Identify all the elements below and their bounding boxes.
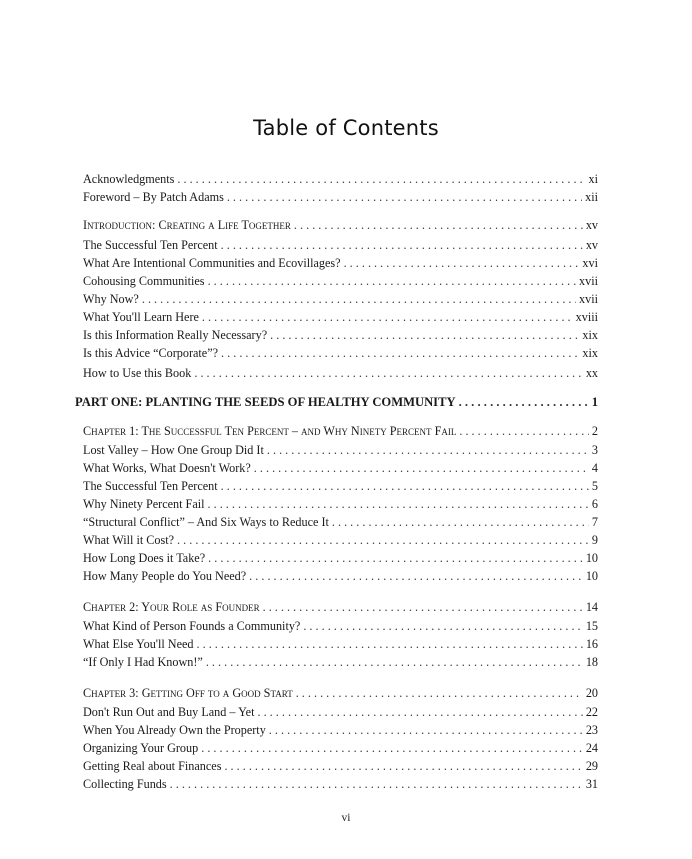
toc-entry-page: 23 (585, 723, 598, 737)
toc-entry-title: Foreword – By Patch Adams (83, 190, 224, 204)
toc-entry-title: What Will it Cost? (83, 533, 175, 547)
toc-entry-page: 3 (591, 443, 598, 457)
dot-leader (206, 655, 583, 670)
toc-entry-page: 24 (585, 741, 598, 755)
toc-chapter-entry (83, 686, 598, 701)
toc-entry (83, 366, 598, 381)
toc-entry-title: What Else You'll Need (83, 637, 194, 651)
toc-entry-page: xii (585, 190, 598, 204)
toc-entry-page: xviii (575, 310, 598, 324)
toc-entry-page: xvii (579, 292, 598, 306)
toc-entry-title: How to Use this Book (83, 366, 192, 380)
toc-entry-page: 2 (591, 424, 598, 438)
toc-entry (83, 551, 598, 566)
dot-leader (170, 777, 583, 792)
toc-entry-title: “If Only I Had Known!” (83, 655, 203, 669)
toc-entry (83, 705, 598, 720)
toc-chapter-entry (83, 424, 598, 439)
toc-entry-page: xv (585, 238, 598, 252)
page-number: vi (341, 812, 351, 824)
toc-entry-page: xv (585, 218, 598, 232)
toc-chapter-entry (83, 218, 598, 233)
toc-entry-title: What You'll Learn Here (83, 310, 199, 324)
toc-entry-page: 6 (591, 497, 598, 511)
dot-leader (202, 310, 573, 325)
toc-entry (83, 346, 598, 361)
toc-chapter-entry (83, 600, 598, 615)
dot-leader (257, 705, 582, 720)
dot-leader (459, 395, 589, 410)
toc-entry-title: Getting Real about Finances (83, 759, 222, 773)
toc-entry-title: How Many People do You Need? (83, 569, 247, 583)
toc-entry (83, 443, 598, 458)
toc-entry-page: xx (585, 366, 598, 380)
toc-entry (83, 328, 598, 343)
toc-entry-title: How Long Does it Take? (83, 551, 206, 565)
toc-entry (83, 723, 598, 738)
toc-entry-page: 29 (585, 759, 598, 773)
toc-entry (83, 515, 598, 530)
dot-leader (221, 238, 583, 253)
toc-entry (83, 461, 598, 476)
toc-entry-title: What Kind of Person Founds a Community? (83, 619, 301, 633)
toc-entry-title: “Structural Conflict” – And Six Ways to Reduce It (83, 515, 329, 529)
toc-entry-page: xix (582, 346, 598, 360)
toc-entry-title: Collecting Funds (83, 777, 167, 791)
toc-entry-title: Is this Advice “Corporate”? (83, 346, 219, 360)
dot-leader (221, 346, 579, 361)
toc-entry (83, 741, 598, 756)
toc-entry-title: Chapter 2: Your Role as Founder (83, 600, 260, 614)
toc-entry-title: Why Now? (83, 292, 139, 306)
toc-entry-title: Don't Run Out and Buy Land – Yet (83, 705, 255, 719)
dot-leader (270, 328, 579, 343)
toc-entry-page: 18 (585, 655, 598, 669)
toc-entry-title: Organizing Your Group (83, 741, 199, 755)
toc-entry-page: 9 (591, 533, 598, 547)
toc-entry (83, 777, 598, 792)
toc-entry-title: PART ONE: PLANTING THE SEEDS OF HEALTHY COMMUNITY (75, 395, 456, 409)
dot-leader (142, 292, 576, 307)
dot-leader (249, 569, 583, 584)
dot-leader (459, 424, 589, 439)
toc-entry (83, 172, 598, 187)
toc-entry-title: Acknowledgments (83, 172, 175, 186)
dot-leader (294, 218, 583, 233)
toc-entry-page: 20 (585, 686, 598, 700)
dot-leader (221, 479, 589, 494)
toc-entry-page: 14 (585, 600, 598, 614)
dot-leader (208, 551, 583, 566)
toc-entry-title: Cohousing Communities (83, 274, 205, 288)
toc-entry-page: 4 (591, 461, 598, 475)
dot-leader (254, 461, 589, 476)
toc-entry-title: The Successful Ten Percent (83, 238, 218, 252)
toc-entry (83, 569, 598, 584)
toc-entry-title: When You Already Own the Property (83, 723, 266, 737)
dot-leader (303, 619, 582, 634)
dot-leader (263, 600, 583, 615)
toc-entry-page: 1 (591, 395, 598, 409)
toc-entry-page: 16 (585, 637, 598, 651)
toc-entry (83, 637, 598, 652)
toc-entry-page: 7 (591, 515, 598, 529)
toc-entry-page: 31 (585, 777, 598, 791)
toc-entry-page: 10 (585, 551, 598, 565)
toc-entry (83, 759, 598, 774)
dot-leader (267, 443, 589, 458)
toc-entry-page: 10 (585, 569, 598, 583)
dot-leader (177, 172, 585, 187)
toc-entry-page: 22 (585, 705, 598, 719)
toc-entry-title: Is this Information Really Necessary? (83, 328, 268, 342)
toc-entry (83, 238, 598, 253)
toc-entry (83, 274, 598, 289)
dot-leader (194, 366, 582, 381)
toc-entry (83, 533, 598, 548)
dot-leader (197, 637, 583, 652)
dot-leader (332, 515, 589, 530)
toc-entry (83, 256, 598, 271)
toc-entry-page: xi (588, 172, 598, 186)
dot-leader (201, 741, 583, 756)
toc-entry-page: xvi (582, 256, 598, 270)
toc-entry-title: Introduction: Creating a Life Together (83, 218, 291, 232)
toc-entry (83, 655, 598, 670)
dot-leader (208, 274, 576, 289)
dot-leader (296, 686, 583, 701)
toc-entry (83, 292, 598, 307)
toc-entry-title: Lost Valley – How One Group Did It (83, 443, 264, 457)
dot-leader (269, 723, 583, 738)
dot-leader (208, 497, 589, 512)
toc-entry-title: What Works, What Doesn't Work? (83, 461, 251, 475)
toc-entry (83, 619, 598, 634)
dot-leader (344, 256, 580, 271)
toc-entry-page: 15 (585, 619, 598, 633)
toc-entry-page: 5 (591, 479, 598, 493)
toc-entry (83, 479, 598, 494)
toc-entry-title: Chapter 3: Getting Off to a Good Start (83, 686, 293, 700)
toc-entry (83, 310, 598, 325)
toc-entry-title: The Successful Ten Percent (83, 479, 218, 493)
toc-entry-title: Chapter 1: The Successful Ten Percent – and Why Ninety Percent Fail (83, 424, 457, 438)
toc-entry-title: Why Ninety Percent Fail (83, 497, 205, 511)
toc-entry (83, 190, 598, 205)
toc-entry (83, 497, 598, 512)
toc-part-entry (75, 395, 598, 410)
dot-leader (224, 759, 582, 774)
dot-leader (177, 533, 589, 548)
toc-entry-title: What Are Intentional Communities and Ecovillages? (83, 256, 341, 270)
page-title: Table of Contents (253, 116, 439, 140)
toc-entry-page: xvii (579, 274, 598, 288)
toc-entry-page: xix (582, 328, 598, 342)
dot-leader (227, 190, 582, 205)
